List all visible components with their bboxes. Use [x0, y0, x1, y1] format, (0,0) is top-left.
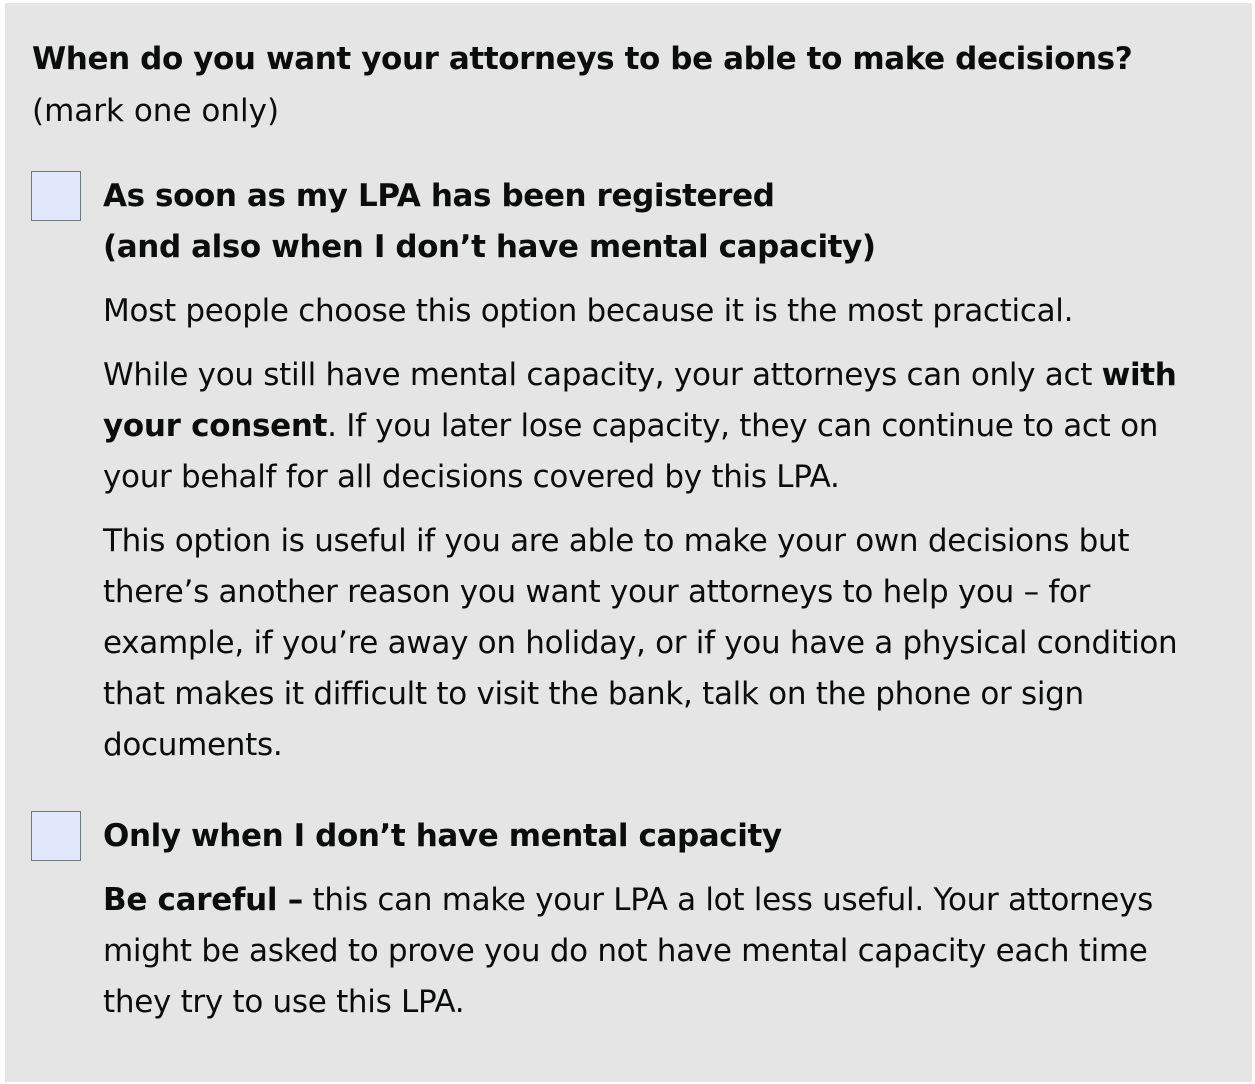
warning-emphasis: Be careful – — [103, 882, 303, 918]
option-registered-label-line1: As soon as my LPA has been registered — [103, 178, 775, 214]
option-no-capacity — [103, 811, 1213, 1028]
option-registered-description-1: Most people choose this option because it is the most practical. — [103, 293, 1074, 329]
option-no-capacity-label-text: Only when I don’t have mental capacity — [103, 818, 782, 854]
description-2-text: While you still have mental capacity, your attorneys can only act — [103, 357, 1102, 393]
option-registered-description-3: This option is useful if you are able to make your own decisions but there’s another reason you want your attorneys to help you – for example, if you’re away on holiday, or if you have a physical condition that makes it difficult to visit the bank, talk on the phone or sign documents. — [103, 523, 1178, 763]
option-no-capacity-checkbox[interactable] — [31, 811, 81, 861]
option-registered-description-2 — [103, 350, 1213, 503]
question-hint: (mark one only) — [32, 93, 280, 129]
option-registered-label-line2: (and also when I don’t have mental capacity) — [103, 229, 876, 265]
option-registered — [103, 171, 1213, 771]
form-panel — [5, 3, 1252, 1082]
option-no-capacity-label — [103, 811, 1213, 862]
question-title: When do you want your attorneys to be able to make decisions? — [32, 41, 1133, 77]
question — [32, 35, 1232, 135]
description-2-emphasis: with your consent — [103, 357, 1177, 444]
option-no-capacity-description — [103, 875, 1213, 1028]
warning-text: this can make your LPA a lot less useful. Your attorneys might be asked to prove you do not have mental capacity each time they try to use this LPA. — [103, 882, 1153, 1020]
option-registered-checkbox[interactable] — [31, 171, 81, 221]
option-registered-label — [103, 171, 1213, 273]
description-2-text-end: . If you later lose capacity, they can continue to act on your behalf for all decisions covered by this LPA. — [103, 408, 1159, 495]
